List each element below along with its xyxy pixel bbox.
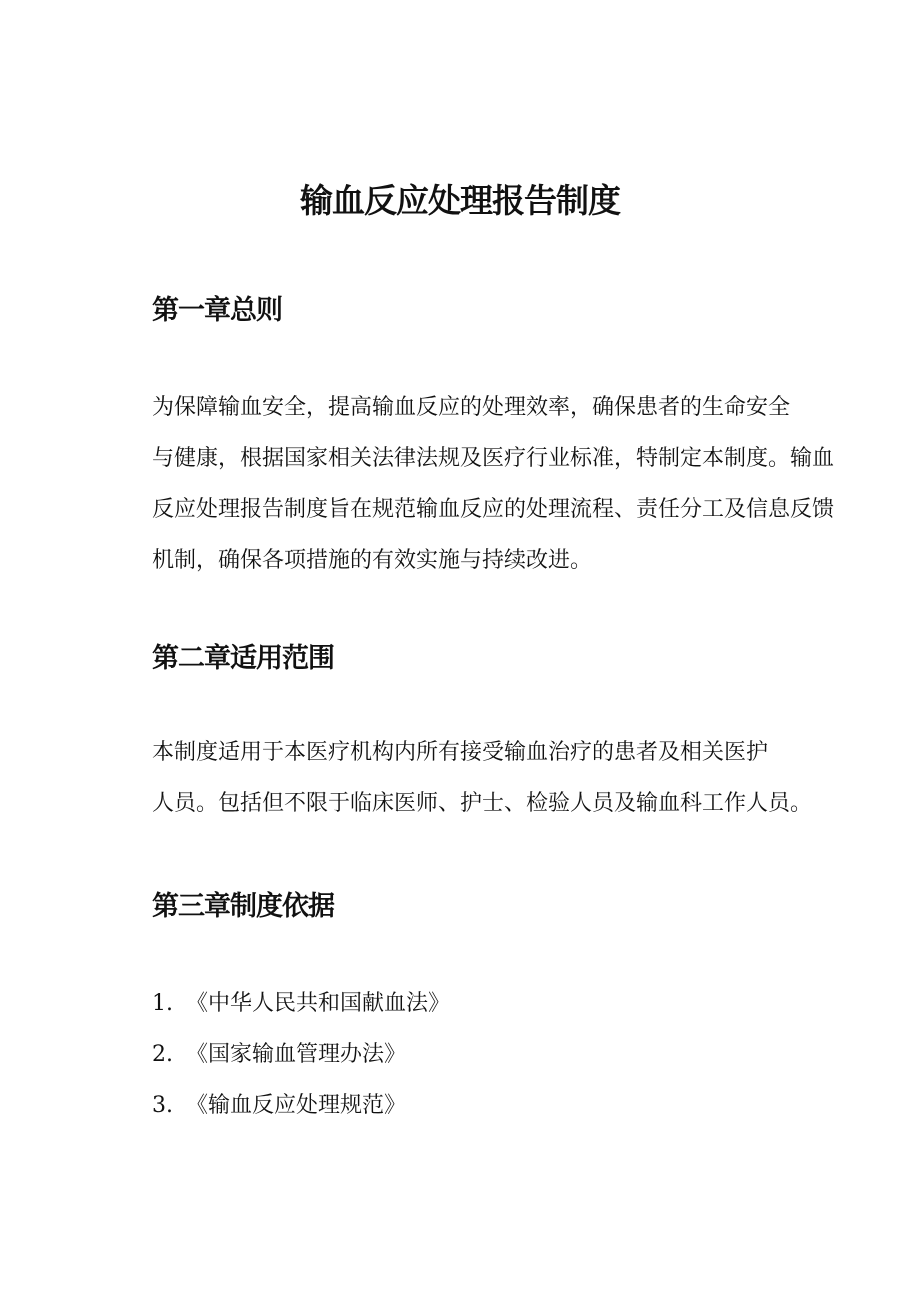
paragraph-line: 人员。包括但不限于临床医师、护士、检验人员及输血科工作人员。 [152,791,813,816]
chapter-paragraph-scope [108,727,828,829]
paragraph-line: 为保障输血安全，提高输血反应的处理效率，确保患者的生命安全 [152,395,791,420]
chapter-heading-scope: 第二章适用范围 [152,643,334,674]
list-item-text: 《国家输血管理办法》 [186,1042,407,1067]
paragraph-line: 机制，确保各项措施的有效实施与持续改进。 [152,548,593,573]
list-item-number: 3. [152,1093,173,1118]
list-item [152,1086,450,1137]
list-item [152,1035,450,1086]
basis-list [152,984,450,1137]
list-item [152,984,450,1035]
chapter-paragraph-general [108,382,835,586]
list-item-number: 2. [152,1042,173,1067]
list-item-number: 1. [152,991,173,1016]
chapter-heading-basis: 第三章制度依据 [152,891,334,922]
document-title: 输血反应处理报告制度 [300,181,620,220]
list-item-text: 《输血反应处理规范》 [186,1093,407,1118]
paragraph-line: 与健康，根据国家相关法律法规及医疗行业标准，特制定本制度。输血 [152,446,835,471]
paragraph-line: 反应处理报告制度旨在规范输血反应的处理流程、责任分工及信息反馈 [152,497,835,522]
paragraph-line: 本制度适用于本医疗机构内所有接受输血治疗的患者及相关医护 [152,740,769,765]
list-item-text: 《中华人民共和国献血法》 [186,991,451,1016]
chapter-heading-general: 第一章总则 [152,295,282,326]
